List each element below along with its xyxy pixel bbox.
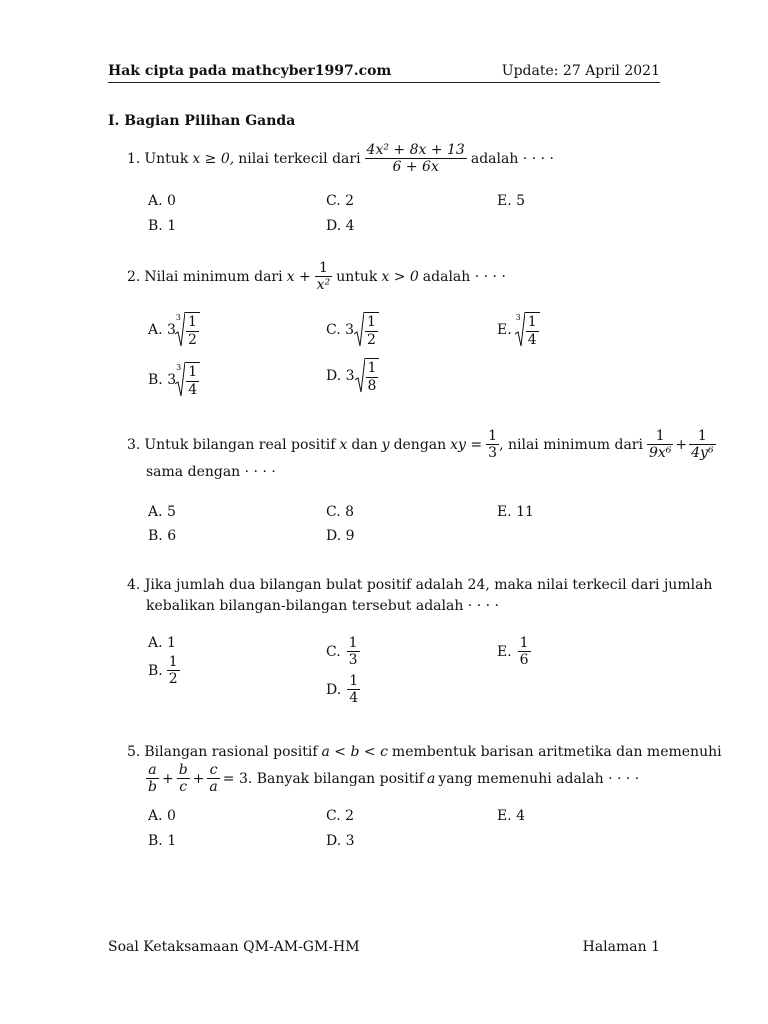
fraction [486,428,499,461]
fraction [689,428,715,461]
math-variable: x [339,436,348,453]
fraction-denominator: 2 [168,671,178,688]
option-c: C. 8 [326,504,355,520]
question-text: Nilai minimum dari [144,268,283,285]
option-e: E. 5 [497,193,526,209]
fraction [167,654,180,687]
root-index: 3 [175,313,182,322]
fraction-numerator: 1 [188,314,197,331]
fraction-denominator: 3 [488,445,498,462]
option-a: A. 0 [148,193,176,209]
question-text: dan [351,436,378,453]
question-text: membentuk barisan aritmetika dan memenuhi [391,744,722,760]
question-number: 2. [127,268,141,285]
option-c [326,635,360,668]
option-label: C. 3 [326,322,355,338]
fraction-denominator: 4y⁶ [691,445,714,462]
option-d: D. 9 [326,528,355,544]
fraction [347,673,360,706]
fraction-numerator: 1 [367,314,376,331]
option-c: C. 2 [326,808,355,824]
fraction-denominator: 4 [349,690,359,707]
fraction-numerator: 1 [349,673,359,689]
fraction [365,358,380,393]
option-d [326,673,360,706]
root-index: 3 [176,363,182,372]
question-2 [127,260,506,293]
option-a [148,312,200,348]
fraction [207,762,219,795]
question-text: adalah · · · · [422,268,506,285]
fraction [177,762,190,795]
option-label: D. 3 [326,368,355,384]
square-root [355,358,380,394]
option-b: B. 1 [148,833,177,849]
fraction-numerator: 1 [367,360,377,377]
option-label: D. [326,681,342,698]
fraction-denominator: 2 [367,331,376,348]
fraction-numerator: 1 [689,428,715,445]
fraction-numerator: 1 [527,314,537,331]
math-variable: a [427,770,436,787]
fraction-numerator: a [146,762,159,779]
question-text: adalah · · · · [470,150,554,167]
question-text: Bilangan rasional positif [144,744,318,760]
option-label: E. [497,322,512,338]
fraction-denominator: 4 [527,331,537,348]
question-text: untuk [336,268,378,285]
fraction-denominator: 2 [188,331,197,348]
option-e: E. 4 [497,808,526,824]
fraction-numerator: 1 [315,260,333,277]
option-b [148,654,180,687]
fraction [146,762,159,795]
option-d [326,358,379,394]
math-expression: x ≥ 0, [192,150,235,167]
question-number: 3. [127,436,141,453]
fraction-numerator: 1 [647,428,673,445]
fraction-denominator: x² [316,277,331,294]
fraction [525,312,540,347]
question-text: , nilai minimum dari [499,436,643,453]
radical-sign [515,312,525,348]
math-expression: xy = [450,436,483,453]
option-a: A. 5 [148,504,176,520]
question-4 [127,578,712,592]
plus-sign: + [192,770,205,787]
option-d: D. 4 [326,218,355,234]
page-number: Halaman 1 [582,939,660,955]
fraction [365,142,467,175]
fraction [185,312,200,347]
fraction-numerator: 4x² + 8x + 13 [366,142,465,158]
question-text: nilai terkecil dari [238,150,361,167]
fraction-numerator: 1 [488,428,498,444]
option-label: B. [148,662,163,679]
fraction-denominator: 9x⁶ [648,445,672,462]
fraction [518,635,531,668]
fraction [315,260,333,293]
fraction-numerator: b [178,762,188,778]
fraction-denominator: b [148,779,157,796]
option-c: C. 2 [326,193,355,209]
fraction [347,635,360,668]
math-expression: a < b < c [321,744,388,760]
option-e [497,312,540,348]
question-number: 1. [127,150,141,167]
option-a: A. 1 [148,635,176,651]
section-title: I. Bagian Pilihan Ganda [108,113,296,129]
cube-root [176,362,200,398]
option-label: C. [326,643,341,660]
option-d: D. 3 [326,833,355,849]
header-copyright: Hak cipta pada mathcyber1997.com [108,63,392,79]
fraction [647,428,673,461]
question-text-line2 [146,762,639,795]
root-index: 3 [515,313,521,322]
question-number: 5. [127,744,141,760]
fraction-denominator: 3 [348,652,358,669]
fraction-denominator: c [179,779,188,796]
option-b: B. 6 [148,528,177,544]
fraction-numerator: 1 [168,654,178,670]
question-text: = 3. Banyak bilangan positif [222,770,424,787]
option-b [148,362,200,398]
math-expression: x > 0 [381,268,419,285]
option-e: E. 11 [497,504,534,520]
fraction-numerator: c [207,762,219,779]
plus-sign: + [161,770,174,787]
fraction-numerator: 1 [188,364,198,381]
option-a: A. 0 [148,808,176,824]
option-e [497,635,531,668]
footer-title: Soal Ketaksamaan QM-AM-GM-HM [108,939,360,955]
question-text: Untuk [144,150,189,167]
question-number: 4. [127,577,141,593]
square-root [354,312,379,348]
fraction-denominator: 4 [188,381,198,398]
fraction-numerator: 1 [348,635,358,651]
header-rule [108,82,660,83]
question-1 [127,142,554,175]
question-text: yang memenuhi adalah · · · · [438,770,640,787]
question-text-line2: kebalikan bilangan-bilangan tersebut adalah · · · · [146,598,499,614]
radical-sign [354,312,364,348]
radical-sign [355,358,365,394]
question-5 [127,745,722,759]
fraction-denominator: a [209,779,218,796]
math-variable: y [381,436,390,453]
question-3 [127,428,716,461]
fraction [364,312,379,347]
option-label: E. [497,643,512,660]
header-update-date: Update: 27 April 2021 [501,63,660,79]
question-text: dengan [393,436,447,453]
question-text-line2: sama dengan · · · · [146,464,276,480]
fraction-denominator: 8 [367,377,377,394]
plus-sign: + [675,436,688,453]
fraction-numerator: 1 [519,635,529,651]
cube-root [516,312,540,348]
option-label: A. 3 [148,322,176,338]
question-text: Jika jumlah dua bilangan bulat positif adalah 24, maka nilai terkecil dari jumlah [144,577,713,593]
fraction-denominator: 6 + 6x [392,159,439,176]
radical-sign [175,362,185,398]
fraction-denominator: 6 [519,652,529,669]
math-expression: x + [286,268,311,285]
option-label: B. 3 [148,372,177,388]
question-text: Untuk bilangan real positif [144,436,336,453]
fraction [185,362,200,397]
cube-root [176,312,200,348]
option-b: B. 1 [148,218,177,234]
radical-sign [175,312,185,348]
option-c [326,312,379,348]
